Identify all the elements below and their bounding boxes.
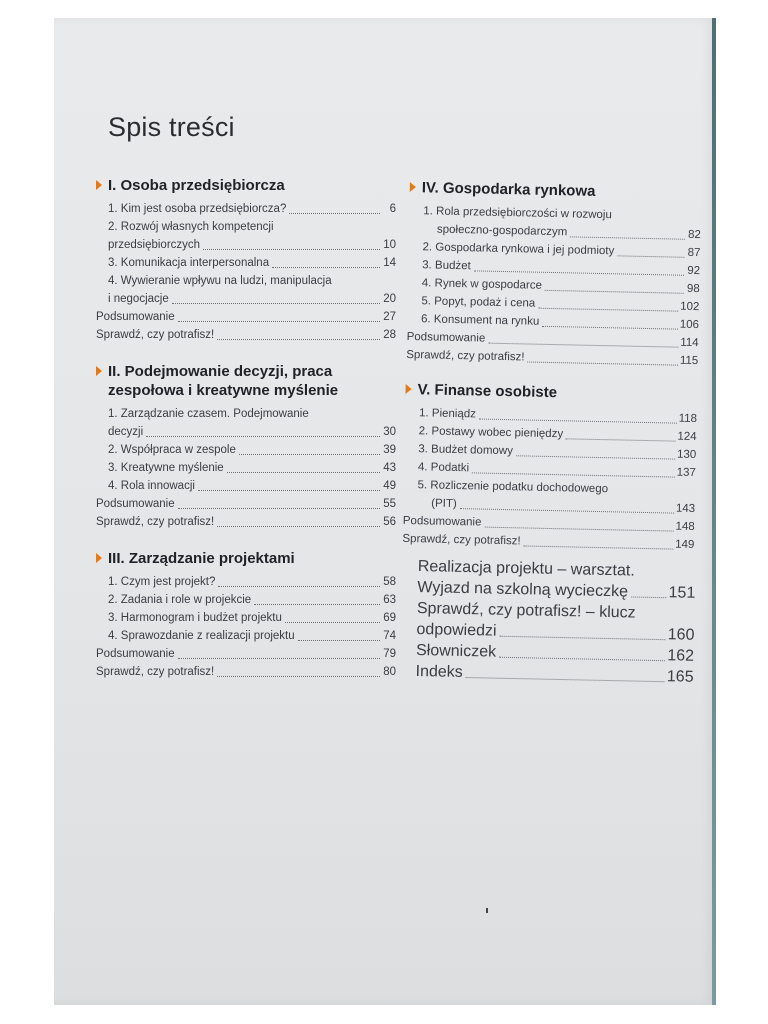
orange-triangle-icon [96,180,102,190]
toc-entry-page: 82 [687,228,701,242]
dot-leader [178,507,380,509]
toc-entry [96,405,396,423]
dot-leader [617,254,684,257]
toc-entry-page: 87 [687,246,701,260]
toc-entry-page: 74 [383,630,396,642]
section-items [96,200,396,344]
section-items [406,202,701,370]
toc-entry [96,627,396,645]
toc-entry-page: 160 [667,626,695,644]
toc-entry-label: 1. Kim jest osoba przedsiębiorcza? [108,203,287,215]
toc-entry-page: 43 [383,462,396,474]
toc-entry [96,290,396,308]
toc-entry [415,663,693,687]
dot-leader [524,544,674,549]
toc-entry-page: 124 [677,430,697,444]
toc-entry [96,272,396,290]
toc-entry-label: 6. Konsument na rynku [420,313,540,328]
section-heading [96,176,396,195]
toc-entry [96,200,396,218]
dot-leader [172,302,380,304]
dot-leader [272,266,380,268]
toc-entry-label: 1. Pieniądz [418,407,477,421]
toc-entry-label: Sprawdź, czy potrafisz! [96,516,215,528]
dot-leader [516,454,675,459]
toc-section [402,380,697,554]
toc-entry-label: 4. Wywieranie wpływu na ludzi, manipulacja [108,275,332,287]
toc-entry-label: Sprawdź, czy potrafisz! [402,532,521,548]
toc-entry-label: Słowniczek [415,641,497,661]
toc-entry-page: 63 [383,594,396,606]
dot-leader [631,595,667,598]
dot-leader [178,320,380,322]
toc-section [96,362,396,531]
dot-leader [545,289,684,294]
toc-entry-label: Sprawdź, czy potrafisz! [96,329,215,341]
toc-left-column [96,176,396,681]
dot-leader [566,437,675,441]
toc-extra-entries [415,558,696,690]
toc-entry-page: 10 [383,239,396,251]
toc-entry-page: 143 [675,502,696,516]
orange-triangle-icon [405,384,411,394]
toc-section [96,549,396,681]
toc-entry-page: 130 [676,448,697,462]
dot-leader [289,212,380,214]
toc-entry-page: 28 [383,329,396,341]
toc-entry-label: Podsumowanie [402,514,482,529]
dot-leader [466,676,665,682]
toc-entry [96,495,396,513]
orange-triangle-icon [96,553,102,563]
toc-entry-page: 49 [383,480,396,492]
dot-leader [217,338,380,340]
toc-entry-page: 55 [383,498,396,510]
toc-entry-label: 4. Podatki [417,461,470,475]
toc-entry-label: Podsumowanie [96,498,175,510]
dot-leader [217,525,380,527]
toc-entry-label: 2. Postawy wobec pieniędzy [418,425,564,441]
section-title: II. Podejmowanie decyzji, praca zespołowa i kreatywne myślenie [108,363,339,399]
toc-entry-page: 27 [383,311,396,323]
dot-leader [479,417,677,423]
toc-entry-page: 151 [668,584,696,602]
toc-entry-label: 1. Zarządzanie czasem. Podejmowanie [108,408,309,420]
toc-entry [96,645,396,663]
toc-entry-page: 137 [676,466,697,480]
toc-entry-label: 3. Harmonogram i budżet projektu [108,612,282,624]
toc-entry-label: przedsiębiorczych [108,239,201,251]
dot-leader [203,248,380,250]
toc-entry-label: (PIT) [431,497,457,511]
section-heading [96,362,396,400]
section-items [96,405,396,531]
toc-entry-label: 5. Rozliczenie podatku dochodowego [417,479,609,496]
toc-entry-label: Podsumowanie [96,648,175,660]
toc-entry-page: 56 [383,516,396,528]
dot-leader [527,360,677,365]
toc-entry-label: 4. Rola innowacji [108,480,195,492]
toc-entry-label: 3. Komunikacja interpersonalna [108,257,270,269]
toc-entry-page: 20 [383,293,396,305]
toc-entry-page: 58 [383,576,396,588]
toc-entry-label: 2. Współpraca w zespole [108,444,236,456]
toc-entry-label: odpowiedzi [416,620,497,640]
dot-leader [538,307,678,312]
dot-leader [460,507,674,513]
dot-leader [484,526,673,532]
dot-leader [218,585,380,587]
toc-entry-page: 106 [679,318,700,332]
toc-entry [96,663,396,681]
toc-entry-label: Podsumowanie [406,330,486,345]
toc-entry-page: 148 [675,520,695,534]
toc-entry-page: 80 [383,666,396,678]
toc-entry-label: Podsumowanie [96,311,175,323]
toc-entry-label: Sprawdź, czy potrafisz! [96,666,215,678]
dot-leader [570,235,685,239]
toc-entry [96,441,396,459]
toc-entry-page: 98 [686,282,700,296]
toc-entry [96,477,396,495]
dot-leader [499,656,665,661]
section-title: V. Finanse osobiste [417,381,558,402]
toc-entry [417,579,695,603]
toc-entry-page: 39 [383,444,396,456]
toc-entry [96,236,396,254]
toc-entry-label: i negocjacje [108,293,169,305]
dot-leader [542,325,678,330]
toc-entry-page: 14 [383,257,396,269]
toc-entry [96,459,396,477]
section-items [96,573,396,681]
page-edge [712,18,716,1005]
dot-leader [178,657,380,659]
dot-leader [488,342,678,348]
dot-leader [285,621,380,623]
dot-leader [499,635,665,640]
dot-leader [474,269,684,275]
toc-entry-label: 3. Budżet [422,259,471,273]
toc-entry-label: społeczno-gospodarczym [436,223,568,239]
toc-entry [96,308,396,326]
dot-leader [146,435,380,437]
toc-entry [417,600,695,624]
toc-entry [96,254,396,272]
toc-entry-label: 1. Rola przedsiębiorczości w rozwoju [423,205,612,222]
toc-entry-page: 30 [383,426,396,438]
section-heading [405,380,697,405]
toc-section [96,176,396,344]
dot-leader [227,471,380,473]
toc-entry-label: Wyjazd na szkolną wycieczkę [417,578,629,601]
toc-entry-label: 3. Budżet domowy [418,443,514,458]
toc-entry-page: 114 [680,336,699,350]
toc-entry [96,591,396,609]
dot-leader [198,489,380,491]
toc-right-column [402,178,702,554]
toc-entry [96,573,396,591]
toc-entry [416,642,694,666]
toc-entry-label: 4. Sprawozdanie z realizacji projektu [108,630,295,642]
toc-entry-label: 3. Kreatywne myślenie [108,462,224,474]
dot-leader [254,603,380,605]
toc-entry [96,218,396,236]
toc-entry-page: 102 [680,300,700,314]
section-title: IV. Gospodarka rynkowa [421,179,596,200]
dot-leader [298,639,380,641]
toc-entry-page: 69 [383,612,396,624]
toc-entry-page: 165 [666,668,694,686]
page-title: Spis treści [108,112,235,142]
toc-entry-page: 118 [678,412,698,426]
toc-entry-label: decyzji [108,426,144,438]
toc-entry-label: Realizacja projektu – warsztat. [417,558,635,580]
section-heading [96,549,396,568]
dot-leader [217,675,380,677]
toc-entry [96,326,396,344]
dot-leader [239,453,380,455]
toc-entry-page: 92 [687,264,701,278]
toc-entry-page: 6 [389,203,396,215]
toc-section [406,178,702,370]
section-title: III. Zarządzanie projektami [108,550,295,567]
orange-triangle-icon [410,182,416,192]
toc-entry-label: 5. Popyt, podaż i cena [421,295,536,310]
toc-entry-page: 115 [679,354,699,368]
toc-entry-label: Sprawdź, czy potrafisz! [406,348,525,364]
section-title: I. Osoba przedsiębiorcza [108,177,285,194]
dot-leader [472,471,675,477]
toc-entry [96,513,396,531]
toc-entry-label: 4. Rynek w gospodarce [421,277,543,292]
toc-entry-label: 2. Rozwój własnych kompetencji [108,221,274,233]
toc-entry-label: Indeks [415,662,463,681]
toc-entry-page: 79 [383,648,396,660]
orange-triangle-icon [96,366,102,376]
toc-entry [96,423,396,441]
toc-entry-label: 2. Gospodarka rynkowa i jej podmioty [422,241,615,258]
toc-entry-page: 149 [675,538,695,552]
toc-entry-label: Sprawdź, czy potrafisz! – klucz [416,599,636,622]
toc-entry [96,609,396,627]
toc-entry [416,621,694,645]
section-items [402,404,697,554]
toc-entry-label: 2. Zadania i role w projekcie [108,594,252,606]
toc-entry-label: 1. Czym jest projekt? [108,576,216,588]
toc-entry-page: 162 [667,647,695,665]
page-mark [486,908,488,913]
